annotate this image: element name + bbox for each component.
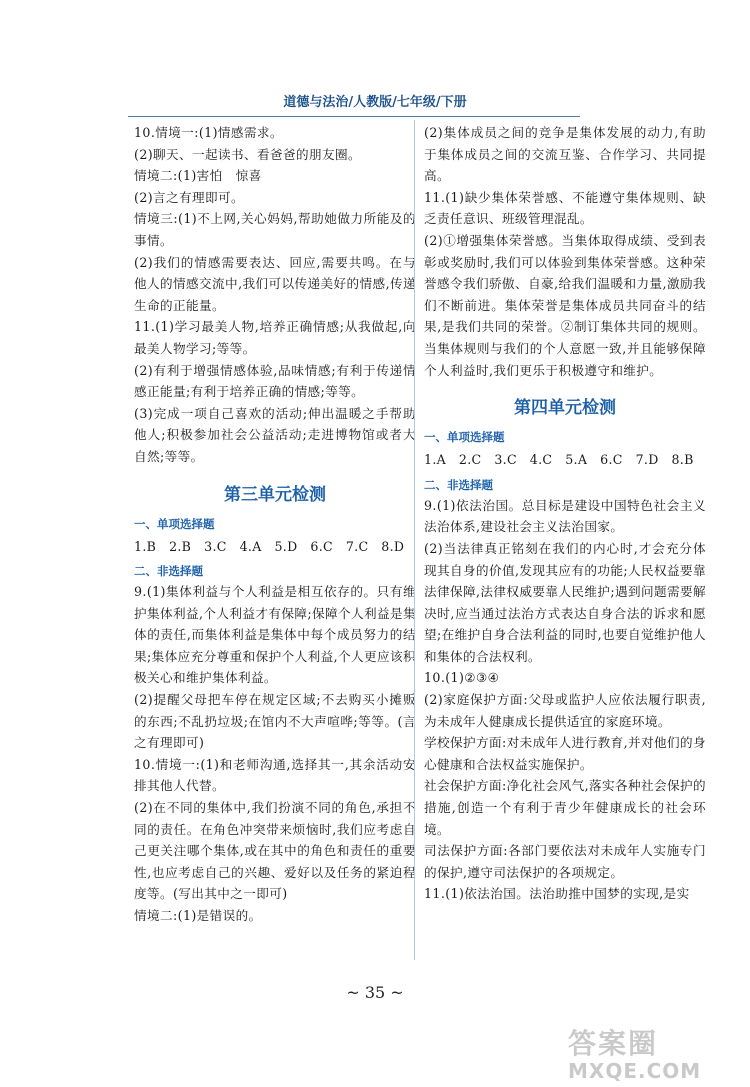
subsection-heading: 二、非选择题 [134,564,203,579]
answer-paragraph: 情境三:(1)不上网,关心妈妈,帮助她做力所能及的事情。 [134,211,416,248]
answer-paragraph: 11.(1)缺少集体荣誉感、不能遵守集体规则、缺乏责任意识、班级管理混乱。 [424,189,706,227]
answer-paragraph: (3)完成一项自己喜欢的活动;伸出温暖之手帮助他人;积极参加社会公益活动;走进博物馆或者大自然;等等。 [134,405,416,464]
watermark-url: MXQE.COM [568,1059,702,1083]
answer-paragraph: 9.(1)依法治国。总目标是建设中国特色社会主义法治体系,建设社会主义法治国家。 [424,497,706,535]
right-column [424,122,706,905]
answer-paragraph: (2)提醒父母把车停在规定区域;不去购买小摊贩的东西;不乱扔垃圾;在馆内不大声喧哗;等等。(言之有理即可) [134,692,416,751]
column-divider [414,120,415,960]
answer-paragraph: 11.(1)依法治国。法治助推中国梦的实现,是实 [424,886,690,902]
answer-paragraph: (2)言之有理即可。 [134,189,244,205]
watermark-logo [568,1028,738,1084]
answer-paragraph: (2)在不同的集体中,我们扮演不同的角色,承担不同的责任。在角色冲突带来烦恼时,我们应考虑自己更关注哪个集体,或在其中的角色和责任的重要性,也应考虑自己的兴趣、爱好以及任务的紧迫程度等。(写出其中之一即可) [134,800,416,902]
section-title: 第三单元检测 [224,484,326,505]
answer-paragraph: 9.(1)集体利益与个人利益是相互依存的。只有维护集体利益,个人利益才有保障;保障个人利益是集体的责任,而集体利益是集体中每个成员努力的结果;集体应充分尊重和保护个人利益,个人更应该积极关心和维护集体利益。 [134,584,416,686]
answer-paragraph: (2)聊天、一起读书、看爸爸的朋友圈。 [134,146,361,162]
left-column [134,122,416,927]
page-number: ~ 35 ~ [346,983,404,1002]
answer-paragraph: 10.情境一:(1)情感需求。 [134,125,283,140]
answer-paragraph: 社会保护方面:净化社会风气,落实各种社会保护的措施,创造一个有利于青少年健康成长的社会环境。 [424,778,706,837]
answer-paragraph: 10.(1)②③④ [424,670,500,686]
answer-paragraph: 情境二:(1)害怕 惊喜 [134,168,262,184]
subsection-heading: 二、非选择题 [424,477,493,492]
subsection-heading: 一、单项选择题 [424,430,505,445]
answer-paragraph: (2)家庭保护方面:父母或监护人应依法履行职责,为未成年人健康成长提供适宜的家庭环境。 [424,692,706,729]
section-title: 第四单元检测 [514,398,616,419]
answer-paragraph: 11.(1)学习最美人物,培养正确情感;从我做起,向最美人物学习;等等。 [134,319,416,356]
answer-paragraph: (2)集体成员之间的竞争是集体发展的动力,有助于集体成员之间的交流互鉴、合作学习、共同提高。 [424,125,706,184]
answer-paragraph: (2)有利于增强情感体验,品味情感;有利于传递情感正能量;有利于培养正确的情感;等等。 [134,362,416,400]
answer-paragraph: 情境二:(1)是错误的。 [134,908,262,923]
answer-paragraph: 司法保护方面:各部门要依法对未成年人实施专门的保护,遵守司法保护的各项规定。 [424,843,706,880]
header-divider [128,116,580,117]
answer-paragraph: (2)当法律真正铭刻在我们的内心时,才会充分体现其自身的价值,发现其应有的功能;人民权益要靠法律保障,法律权威要靠人民维护;遇到问题需要解决时,应当通过法治方式表达自身合法的诉求和愿望;在维护自身合法利益的同时,也要自觉维护他人和集体的合法权利。 [424,540,706,664]
subsection-heading: 一、单项选择题 [134,516,215,531]
choice-answers: 1.A 2.C 3.C 4.C 5.A 6.C 7.D 8.B [424,452,694,468]
answer-paragraph: 学校保护方面:对未成年人进行教育,并对他们的身心健康和合法权益实施保护。 [424,735,706,772]
choice-answers: 1.B 2.B 3.C 4.A 5.D 6.C 7.C 8.D [134,538,405,554]
watermark-text: 答案圈 [568,1027,659,1060]
answer-paragraph: (2)我们的情感需要表达、回应,需要共鸣。在与他人的情感交流中,我们可以传递美好的情感,传递生命的正能量。 [134,254,416,313]
page-header: 道德与法治/人教版/七年级/下册 [283,95,467,110]
answer-paragraph: (2)①增强集体荣誉感。当集体取得成绩、受到表彰或奖励时,我们可以体验到集体荣誉感。这种荣誉感令我们骄傲、自豪,给我们温暖和力量,激励我们不断前进。集体荣誉是集体成员共同奋斗的结果,是我们共同的荣誉。②制订集体共同的规则。当集体规则与我们的个人意愿一致,并且能够保障个人利益时,我们更乐于积极遵守和维护。 [424,232,706,378]
answer-paragraph: 10.情境一:(1)和老师沟通,选择其一,其余活动安排其他人代替。 [134,756,416,794]
